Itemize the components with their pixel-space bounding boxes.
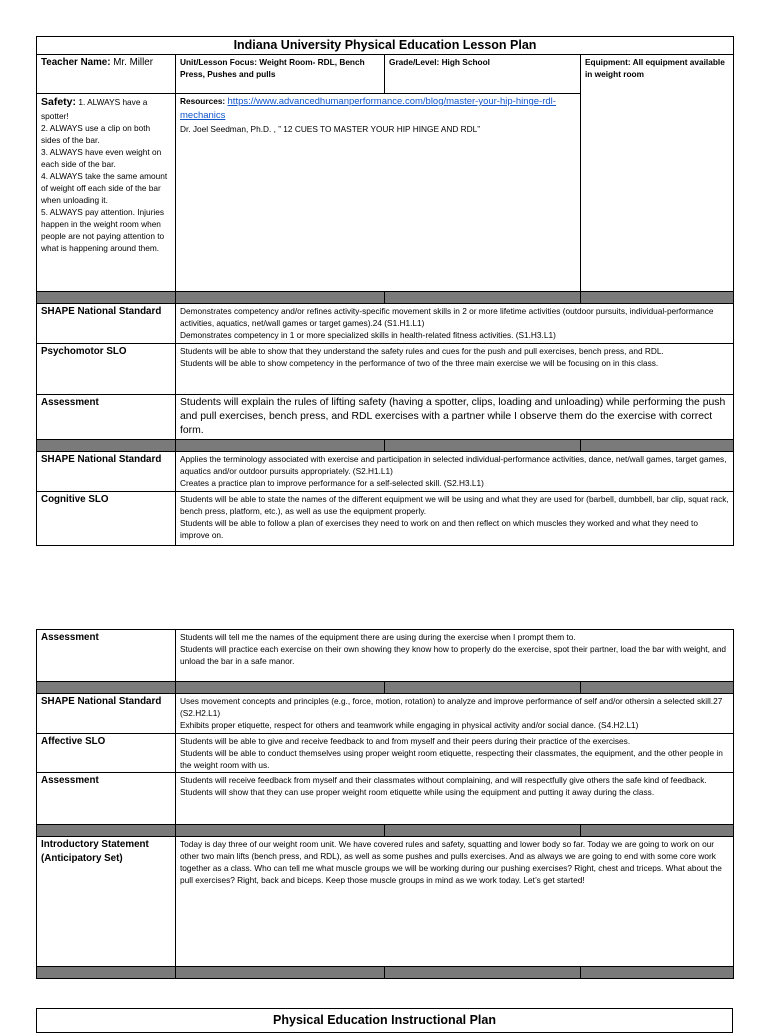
teacher-name: Mr. Miller — [113, 57, 153, 68]
assessment-line: Students will practice each exercise on their own showing they know how to properly do the exercise, spot their partner, load the bar with weight, and unload the bar in a safe manor. — [180, 644, 727, 667]
standard-line: Uses movement concepts and principles (e.g., force, motion, rotation) to analyze and improve performance of self and/or othersin a selected skill.27 (S2.H2.L1) — [180, 696, 723, 719]
shape-standard-label: SHAPE National Standard — [37, 694, 176, 734]
slo-line: Students will be able to follow a plan of exercises they need to work on and then reflect on which muscles they worked and what they need to improve on. — [180, 518, 698, 541]
standard-line: Demonstrates competency in 1 or more specialized skills in health-related fitness activities. (S1.H3.L1) — [180, 330, 556, 341]
grade-level: Grade/Level: High School — [385, 55, 581, 94]
standard-line: Demonstrates competency and/or refines activity-specific movement skills in 2 or more lifetime activities (outdoor pursuits, individual-performance activities, aquatics, net/wall games or target games).24 (S1.H1.L1) — [180, 306, 714, 329]
intro-statement-label — [37, 837, 176, 967]
instructional-plan-table — [36, 1008, 733, 1033]
lesson-plan-title: Indiana University Physical Education Lesson Plan — [37, 37, 734, 55]
safety-label: Safety: — [41, 96, 77, 108]
shape-standard-label: SHAPE National Standard — [37, 304, 176, 344]
shape-standard-text — [176, 304, 734, 344]
slo-line: Students will be able to give and receive feedback to and from myself and their peers during their practice of the exercises. — [180, 736, 631, 746]
separator-row — [37, 440, 734, 452]
slo-line: Students will be able to show competency in the performance of two of the three main exercise we will be focusing on in this class. — [180, 358, 659, 369]
cognitive-slo-label: Cognitive SLO — [37, 492, 176, 546]
assessment-label: Assessment — [37, 630, 176, 682]
separator-row — [37, 967, 734, 979]
assessment-text — [176, 630, 734, 682]
intro-statement-text: Today is day three of our weight room unit. We have covered rules and safety, squatting and lower body so far. Today we are going to work on our other two main lifts (bench press, and RDL), as well as some pushes and pulls exercises. And as always we are going to end with some core work together as a class. Who can tell me what muscle groups we will be working during our pushing exercises? Right, chest and triceps. What about the pull exercises? Right, back and biceps. Keep those muscle groups in mind as we work today. Let’s get started! — [176, 837, 734, 967]
teacher-label: Teacher Name: — [41, 57, 111, 68]
intro-label-line: Introductory Statement — [41, 839, 149, 851]
unit-focus: Unit/Lesson Focus: Weight Room- RDL, Bench Press, Pushes and pulls — [176, 55, 385, 94]
assessment-line: Students will receive feedback from myself and their classmates without complaining, and will respectfully give others the safe kind of feedback. — [180, 775, 707, 786]
assessment-label: Assessment — [37, 395, 176, 440]
shape-standard-label: SHAPE National Standard — [37, 452, 176, 492]
resources-cell — [176, 94, 581, 292]
assessment-line: Students will tell me the names of the equipment there are using during the exercise when I prompt them to. — [180, 632, 576, 642]
teacher-name-cell — [37, 55, 176, 94]
affective-slo-label: Affective SLO — [37, 734, 176, 773]
standard-line: Creates a practice plan to improve performance for a self-selected skill. (S2.H3.L1) — [180, 478, 484, 489]
psychomotor-slo-label: Psychomotor SLO — [37, 344, 176, 395]
assessment-label: Assessment — [37, 773, 176, 825]
resources-label: Resources: — [180, 96, 226, 106]
separator-row — [37, 682, 734, 694]
intro-label-line: (Anticipatory Set) — [41, 853, 123, 865]
slo-line: Students will be able to conduct themselves using proper weight room etiquette, respecting their classmates, the equipment, and the other people in the weight room with us. — [180, 748, 723, 771]
resources-link[interactable]: https://www.advancedhumanperformance.com/blog/master-your-hip-hinge-rdl-mechanics — [180, 96, 556, 121]
separator-row — [37, 292, 734, 304]
standard-line: Applies the terminology associated with exercise and participation in selected individual-performance activities, dance, net/wall games, target games, aquatics and/or outdoor pursuits appropriately. (S2.H1.L1) — [180, 454, 727, 477]
psychomotor-slo-text — [176, 344, 734, 395]
safety-cell — [37, 94, 176, 292]
safety-item: 2. ALWAYS use a clip on both sides of the bar. — [41, 123, 151, 146]
lesson-plan-table-continued — [36, 629, 734, 979]
assessment-text — [176, 773, 734, 825]
safety-item: 3. ALWAYS have even weight on each side of the bar. — [41, 147, 162, 170]
lesson-plan-table — [36, 36, 734, 546]
shape-standard-text — [176, 452, 734, 492]
instructional-plan-title: Physical Education Instructional Plan — [37, 1009, 733, 1033]
slo-line: Students will be able to show that they understand the safety rules and cues for the push and pull exercises, bench press, and RDL. — [180, 346, 664, 356]
equipment: Equipment: All equipment available in weight room — [581, 55, 734, 292]
slo-line: Students will be able to state the names of the different equipment we will be using and what they are used for (barbell, dumbbell, bar clip, squat rack, bench press, platform, etc.), as well as use the equipment properly. — [180, 494, 729, 517]
affective-slo-text — [176, 734, 734, 773]
standard-line: Exhibits proper etiquette, respect for others and teamwork while engaging in physical activity and/or social dance. (S4.H2.L1) — [180, 720, 639, 731]
assessment-line: Students will show that they can use proper weight room etiquette while using the equipment and putting it away during the class. — [180, 787, 655, 798]
safety-item: 4. ALWAYS take the same amount of weight off each side of the bar when unloading it. — [41, 171, 168, 206]
safety-item: 1. ALWAYS have a spotter! — [41, 97, 148, 122]
safety-item: 5. ALWAYS pay attention. Injuries happen in the weight room when people are not paying attention to what is happening around them. — [41, 207, 165, 254]
assessment-text: Students will explain the rules of lifting safety (having a spotter, clips, loading and unloading) while performing the push and pull exercises, bench press, and RDL exercises with a partner while I observe them do the exercise with correct form. — [176, 395, 734, 440]
shape-standard-text — [176, 694, 734, 734]
cognitive-slo-text — [176, 492, 734, 546]
resources-citation: Dr. Joel Seedman, Ph.D. , ” 12 CUES TO MASTER YOUR HIP HINGE AND RDL” — [180, 123, 481, 134]
separator-row — [37, 825, 734, 837]
